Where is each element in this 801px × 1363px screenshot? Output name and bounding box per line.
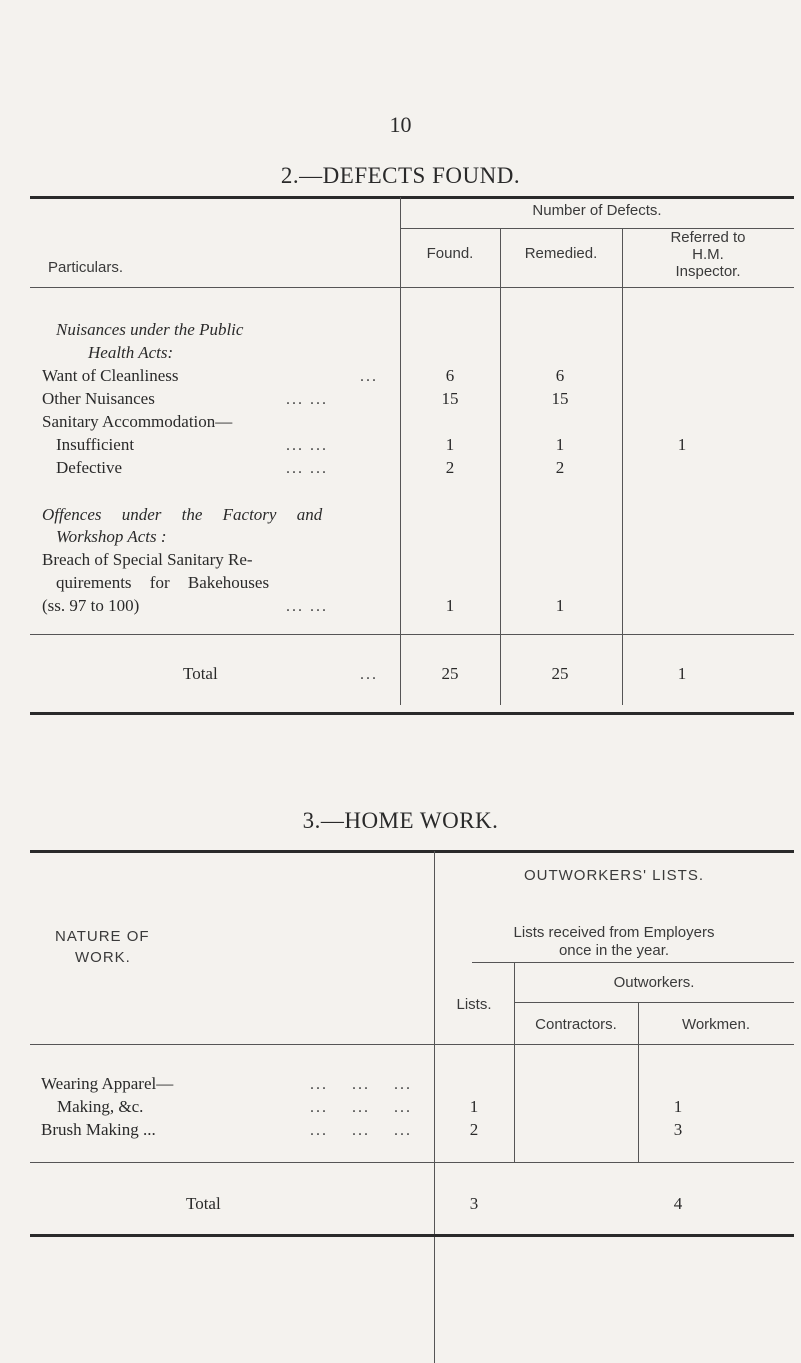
group2-heading: Offences under the Factory and bbox=[42, 505, 323, 524]
defects-title: 2.—DEFECTS FOUND. bbox=[280, 163, 521, 188]
header-nature: NATURE OF bbox=[55, 928, 150, 945]
header-rule bbox=[514, 1002, 794, 1003]
group2-text-3: (ss. 97 to 100) bbox=[42, 596, 140, 615]
remedied-value: 6 bbox=[555, 366, 565, 385]
header-number-of-defects: Number of Defects. bbox=[532, 202, 662, 219]
found-value: 6 bbox=[445, 366, 455, 385]
row-label: Defective bbox=[56, 458, 123, 477]
row-dots: ... ... ... bbox=[310, 1122, 412, 1139]
header-rule bbox=[472, 962, 794, 963]
header-remedied: Remedied. bbox=[524, 245, 598, 262]
total-remedied: 25 bbox=[551, 664, 569, 683]
row-label: Sanitary Accommodation— bbox=[42, 412, 233, 431]
header-bottom-rule bbox=[30, 1044, 794, 1045]
col-divider bbox=[400, 197, 401, 705]
table-bottom-rule bbox=[30, 1234, 794, 1237]
lists-value: 1 bbox=[469, 1097, 479, 1116]
row-label: Want of Cleanliness bbox=[42, 366, 179, 385]
row-dots: ... ... bbox=[286, 598, 328, 615]
found-value: 1 bbox=[445, 435, 455, 454]
row-label: Other Nuisances bbox=[42, 389, 155, 408]
found-value: 1 bbox=[445, 596, 455, 615]
header-bottom-rule bbox=[30, 287, 794, 288]
row-label: Wearing Apparel— bbox=[41, 1074, 174, 1093]
remedied-value: 15 bbox=[551, 389, 569, 408]
header-workmen: Workmen. bbox=[681, 1016, 751, 1033]
referred-value: 1 bbox=[677, 435, 687, 454]
row-dots: ... bbox=[360, 368, 378, 385]
remedied-value: 2 bbox=[555, 458, 565, 477]
header-particulars: Particulars. bbox=[48, 259, 124, 276]
total-found: 25 bbox=[441, 664, 459, 683]
group1-heading-2: Health Acts: bbox=[88, 343, 174, 362]
group2-text-2: quirements for Bakehouses bbox=[56, 573, 270, 592]
row-dots: ... ... ... bbox=[310, 1076, 412, 1093]
header-found: Found. bbox=[426, 245, 474, 262]
col-divider bbox=[514, 963, 515, 1163]
group2-text: Breach of Special Sanitary Re- bbox=[42, 550, 253, 569]
row-label: Brush Making ... bbox=[41, 1120, 156, 1139]
total-label: Total bbox=[186, 1194, 221, 1213]
row-label: Insufficient bbox=[56, 435, 135, 454]
row-dots: ... ... bbox=[286, 460, 328, 477]
table-bottom-rule bbox=[30, 712, 794, 715]
total-label: Total bbox=[183, 664, 218, 683]
row-dots: ... ... bbox=[286, 391, 328, 408]
total-rule bbox=[30, 1162, 794, 1163]
workmen-value: 1 bbox=[673, 1097, 683, 1116]
header-received: Lists received from Employers once in the year. bbox=[513, 924, 715, 959]
workmen-value: 3 bbox=[673, 1120, 683, 1139]
lists-value: 2 bbox=[469, 1120, 479, 1139]
remedied-value: 1 bbox=[555, 596, 565, 615]
group2-heading-2: Workshop Acts : bbox=[56, 527, 167, 546]
row-label: Making, &c. bbox=[57, 1097, 144, 1116]
header-outworkers-lists: OUTWORKERS' LISTS. bbox=[523, 867, 705, 884]
header-referred: Referred to H.M. Inspector. bbox=[670, 229, 746, 280]
header-outworkers: Outworkers. bbox=[613, 974, 695, 991]
found-value: 15 bbox=[441, 389, 459, 408]
total-lists: 3 bbox=[469, 1194, 479, 1213]
header-contractors: Contractors. bbox=[535, 1016, 617, 1033]
header-lists: Lists. bbox=[456, 996, 492, 1013]
total-dots: ... bbox=[360, 666, 378, 683]
table-top-rule bbox=[30, 196, 794, 199]
remedied-value: 1 bbox=[555, 435, 565, 454]
row-dots: ... ... bbox=[286, 437, 328, 454]
table-top-rule bbox=[30, 850, 794, 853]
total-referred: 1 bbox=[677, 664, 687, 683]
home-work-title: 3.—HOME WORK. bbox=[302, 808, 499, 833]
group1-heading: Nuisances under the Public bbox=[56, 320, 244, 339]
found-value: 2 bbox=[445, 458, 455, 477]
page-number: 10 bbox=[389, 112, 412, 137]
total-workmen: 4 bbox=[673, 1194, 683, 1213]
row-dots: ... ... ... bbox=[310, 1099, 412, 1116]
total-rule bbox=[30, 634, 794, 635]
header-nature-2: WORK. bbox=[75, 949, 131, 966]
